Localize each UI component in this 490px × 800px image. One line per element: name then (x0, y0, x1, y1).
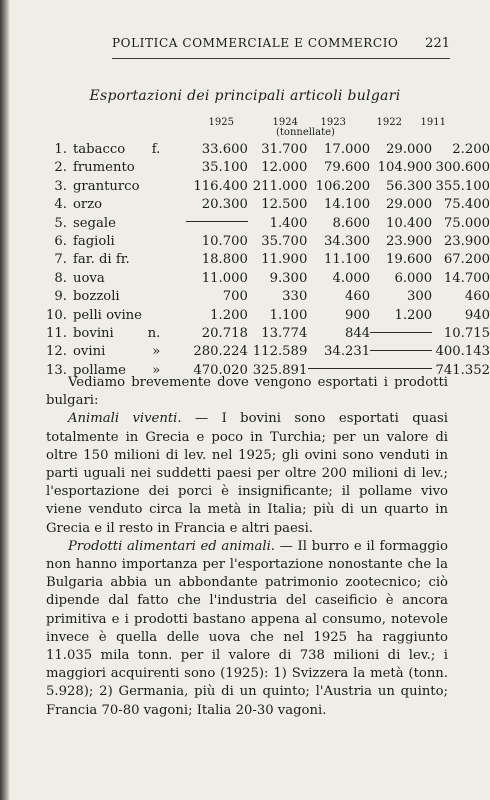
cell-1924: 12.000 (261, 160, 308, 176)
cell-1923: 11.100 (324, 252, 371, 268)
table-row (46, 196, 490, 214)
cell-1911: 460 (464, 289, 490, 305)
cell-1925: 20.718 (201, 326, 248, 342)
cell-1924: 330 (282, 289, 308, 305)
row-number: 5. (54, 215, 67, 231)
cell-1925: 470.020 (193, 362, 248, 378)
empty-dash (370, 350, 432, 351)
item-name (73, 307, 164, 325)
cell-1923: 34.231 (324, 344, 371, 360)
exports-table (46, 141, 490, 380)
row-number: 4. (54, 197, 67, 213)
cell-1925: 35.100 (201, 160, 248, 176)
item-name (73, 343, 164, 361)
item-label: uova (72, 270, 105, 286)
row-number: 9. (54, 289, 67, 305)
header-rule (112, 58, 450, 59)
unit-label: (tonnellate) (276, 127, 335, 138)
section-title-prodotti: Prodotti alimentari ed animali. (68, 538, 275, 554)
cell-1924: 31.700 (261, 142, 308, 157)
year-header-1922: 1922 (376, 117, 402, 128)
cell-1922: 6.000 (394, 270, 433, 286)
empty-dash (186, 221, 248, 222)
cell-1925: 700 (222, 289, 248, 305)
cell-1922: 300 (407, 289, 433, 305)
cell-1925: 18.800 (201, 252, 248, 268)
cell-1925 (164, 215, 248, 233)
cell-1923: 8.600 (332, 215, 371, 231)
cell-1923: 844 (345, 326, 371, 342)
item-name (73, 159, 164, 177)
section-title-animali: Animali viventi. (68, 411, 182, 427)
cell-1922: 1.200 (394, 307, 433, 323)
cell-1925: 20.300 (201, 197, 248, 213)
cell-1925: 116.400 (193, 178, 248, 194)
table-row (46, 178, 490, 196)
row-number: 8. (54, 270, 67, 286)
cell-1911: 67.200 (443, 252, 490, 268)
item-label: orzo (72, 197, 103, 213)
item-name (73, 251, 164, 269)
item-label: ovini (72, 344, 106, 360)
item-label: tabacco (72, 142, 126, 157)
cell-1922: 29.000 (386, 142, 433, 157)
item-name (73, 196, 164, 214)
page-header (112, 36, 450, 54)
cell-1911: 741.352 (435, 362, 490, 378)
table-row (46, 343, 490, 361)
item-name (73, 141, 164, 159)
cell-1925: 10.700 (201, 234, 248, 250)
cell-1923: 17.000 (324, 142, 371, 157)
cell-1923: 106.200 (315, 178, 371, 194)
cell-1923: 34.300 (324, 234, 371, 250)
year-header-1911: 1911 (420, 117, 446, 128)
cell-1924: 12.500 (261, 197, 308, 213)
cell-1925: 11.000 (201, 270, 248, 286)
year-header-1923: 1923 (320, 117, 346, 128)
row-number: 13. (46, 362, 67, 378)
cell-1924: 35.700 (261, 234, 308, 250)
cell-1911: 940 (464, 307, 490, 323)
cell-1922: 29.000 (386, 197, 433, 213)
row-number: 1. (54, 142, 67, 157)
item-unit: » (152, 344, 161, 360)
item-label: pelli ovine (72, 307, 142, 323)
cell-1923: 79.600 (324, 160, 371, 176)
item-unit: » (152, 362, 161, 378)
cell-1911: 23.900 (443, 234, 490, 250)
cell-1924: 9.300 (269, 270, 308, 286)
item-label: granturco (72, 178, 140, 194)
cell-1911: 2.200 (452, 142, 490, 157)
year-header-1925: 1925 (208, 117, 234, 128)
row-number: 12. (46, 344, 67, 360)
running-head: POLITICA COMMERCIALE E COMMERCIO (112, 36, 399, 50)
item-label: far. di fr. (72, 252, 130, 268)
cell-1923: 4.000 (332, 270, 371, 286)
item-name (73, 325, 164, 343)
cell-1911: 75.400 (443, 197, 490, 213)
empty-dash (370, 332, 432, 333)
cell-1923: 460 (345, 289, 371, 305)
row-number: 10. (46, 307, 67, 323)
table-row (46, 288, 490, 306)
table-row (46, 307, 490, 325)
cell-1922 (370, 343, 432, 361)
item-label: segale (72, 215, 116, 231)
cell-1925: 33.600 (201, 142, 248, 157)
cell-1924: 211.000 (252, 178, 308, 194)
row-number: 3. (54, 178, 67, 194)
cell-1922 (370, 325, 432, 343)
cell-1924: 1.400 (269, 215, 308, 231)
cell-1924: 112.589 (252, 344, 308, 360)
item-label: fagioli (72, 234, 115, 250)
year-header-1924: 1924 (272, 117, 298, 128)
page-number: 221 (425, 36, 450, 51)
table-row (46, 159, 490, 177)
cell-1922: 56.300 (386, 178, 433, 194)
paragraph-animali (46, 410, 448, 537)
row-number: 6. (54, 234, 67, 250)
cell-1925: 280.224 (193, 344, 248, 360)
paragraph-animali-text: — I bovini sono esportati quasi totalmente in Grecia e poco in Turchia; per un valore di oltre 150 milioni di lev. nel 1925; gli ovini sono venduti in parti uguali nei suddetti paesi per oltre 200 milioni di lev.; l'esportazione dei porci è insignificante; il pollame vivo viene venduto circa la metà in Italia; più di un quarto in Grecia e il resto in Francia e altri paesi. (46, 411, 449, 536)
cell-1922: 23.900 (386, 234, 433, 250)
cell-1923: 900 (345, 307, 371, 323)
item-label: bovini (72, 326, 114, 342)
item-name (73, 288, 164, 306)
table-row (46, 270, 490, 288)
row-number: 7. (54, 252, 67, 268)
table-row (46, 233, 490, 251)
item-label: frumento (72, 160, 135, 176)
cell-1925: 1.200 (210, 307, 248, 323)
cell-1922: 19.600 (386, 252, 433, 268)
cell-1922: 10.400 (386, 215, 433, 231)
cell-1911: 355.100 (435, 178, 490, 194)
cell-1924: 325.891 (252, 362, 308, 378)
cell-1922: 104.900 (377, 160, 433, 176)
item-label: bozzoli (72, 289, 120, 305)
cell-1911: 300.600 (435, 160, 490, 176)
item-name (73, 215, 164, 233)
cell-1911: 10.715 (443, 326, 490, 342)
table-row (46, 215, 490, 233)
paragraph-intro: Vediamo brevemente dove vengono esportati i prodotti bulgari: (46, 375, 448, 409)
item-name (73, 270, 164, 288)
cell-1911: 400.143 (435, 344, 490, 360)
cell-1924: 13.774 (261, 326, 308, 342)
row-number: 11. (46, 326, 67, 342)
table-title: Esportazioni dei principali articoli bulgari (89, 88, 401, 104)
row-number: 2. (54, 160, 67, 176)
cell-1923: 14.100 (324, 197, 371, 213)
cell-1924: 11.900 (261, 252, 308, 268)
table-row (46, 141, 490, 159)
body-text (46, 374, 448, 720)
item-unit: f. (151, 142, 161, 157)
table-row (46, 251, 490, 269)
cell-1911: 75.000 (443, 215, 490, 231)
item-name (73, 178, 164, 196)
paragraph-prodotti (46, 538, 448, 720)
item-label: pollame (72, 362, 126, 378)
item-unit: n. (147, 326, 161, 342)
binding-gutter (0, 0, 10, 800)
table-row (46, 325, 490, 343)
empty-dash (308, 368, 370, 369)
empty-dash (370, 368, 432, 369)
paragraph-prodotti-text: — Il burro e il formaggio non hanno importanza per l'esportazione nonostante che la Bulgaria abbia un abbondante patrimonio zootecnico; ciò dipende dal fatto che l'industria del caseificio è ancora primitiva e i prodotti bastano appena al consumo, notevole invece è quella delle uova che nel 1925 ha raggiunto 11.035 mila tonn. per il valore di 738 milioni di lev.; i maggiori acquirenti sono (1925): 1) Svizzera la metà (tonn. 5.928); 2) Germania, più di un quinto; l'Austria un quinto; Francia 70-80 vagoni; Italia 20-30 vagoni. (46, 538, 448, 718)
cell-1924: 1.100 (269, 307, 308, 323)
item-name (73, 233, 164, 251)
cell-1911: 14.700 (443, 270, 490, 286)
